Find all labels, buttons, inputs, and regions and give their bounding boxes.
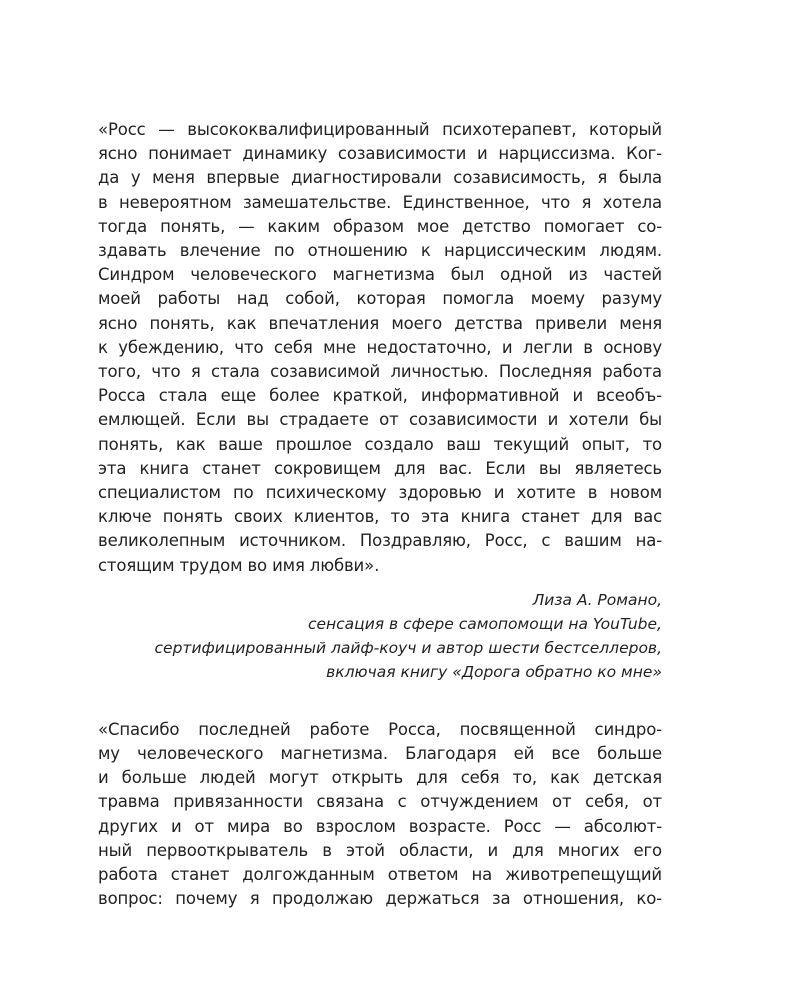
quote-line: здавать влечение по отношению к нарциссическим людям. bbox=[98, 241, 662, 261]
endorsement-quote-1 bbox=[98, 118, 662, 578]
quote-line: работа станет долгожданным ответом на животрепещущий bbox=[98, 865, 662, 885]
quote-line: эта книга станет сокровищем для вас. Если вы являетесь bbox=[98, 458, 662, 478]
author-name: Лиза А. Романо, bbox=[532, 590, 662, 609]
quote-line: других и от мира во взрослом возрасте. Росс — абсолют- bbox=[98, 816, 662, 836]
quote-line: емлющей. Если вы страдаете от созависимости и хотели бы bbox=[98, 410, 662, 430]
quote-line: «Спасибо последней работе Росса, посвященной синдро- bbox=[98, 719, 662, 739]
quote-line: специалистом по психическому здоровью и хотите в новом bbox=[98, 483, 662, 503]
quote-line: Синдром человеческого магнетизма был одной из частей bbox=[98, 265, 662, 285]
quote-line: и больше людей могут открыть для себя то, как детская bbox=[98, 768, 662, 788]
quote-line: того, что я стала созависимой личностью. Последняя работа bbox=[98, 362, 662, 382]
quote-line: ный первооткрыватель в этой области, и для многих его bbox=[98, 840, 662, 860]
quote-line: моей работы над собой, которая помогла моему разуму bbox=[98, 289, 662, 309]
quote-line: му человеческого магнетизма. Благодаря ей все больше bbox=[98, 744, 662, 764]
author-credential: включая книгу «Дорога обратно ко мне» bbox=[326, 662, 662, 681]
author-credential: сертифицированный лайф-коуч и автор шести бестселлеров, bbox=[154, 638, 662, 657]
book-page bbox=[98, 118, 662, 911]
quote-line: да у меня впервые диагностировали созависимость, я была bbox=[98, 168, 662, 188]
quote-line: к убеждению, что себя мне недостаточно, и легли в основу bbox=[98, 337, 662, 357]
quote-line: ясно понять, как впечатления моего детства привели меня bbox=[98, 313, 662, 333]
quote-line: тогда понять, — каким образом мое детство помогает со- bbox=[98, 216, 662, 236]
quote-line: ясно понимает динамику созависимости и нарциссизма. Ког- bbox=[98, 144, 662, 164]
quote-line: ключе понять своих клиентов, то эта книга станет для вас bbox=[98, 507, 662, 527]
quote-line: понять, как ваше прошлое создало ваш текущий опыт, то bbox=[98, 434, 662, 454]
quote-1-attribution bbox=[98, 588, 662, 684]
quote-line: в невероятном замешательстве. Единственное, что я хотела bbox=[98, 192, 662, 212]
author-credential: сенсация в сфере самопомощи на YouTube, bbox=[307, 614, 662, 633]
quote-line: великолепным источником. Поздравляю, Росс, с вашим на- bbox=[98, 531, 662, 551]
quote-line: стоящим трудом во имя любви». bbox=[98, 555, 380, 575]
quote-line: Росса стала еще более краткой, информативной и всеобъ- bbox=[98, 386, 662, 406]
quote-line: «Росс — высококвалифицированный психотерапевт, который bbox=[98, 120, 662, 139]
endorsement-quote-2 bbox=[98, 718, 662, 912]
quote-line: вопрос: почему я продолжаю держаться за отношения, ко- bbox=[98, 889, 662, 909]
quote-line: травма привязанности связана с отчуждением от себя, от bbox=[98, 792, 662, 812]
